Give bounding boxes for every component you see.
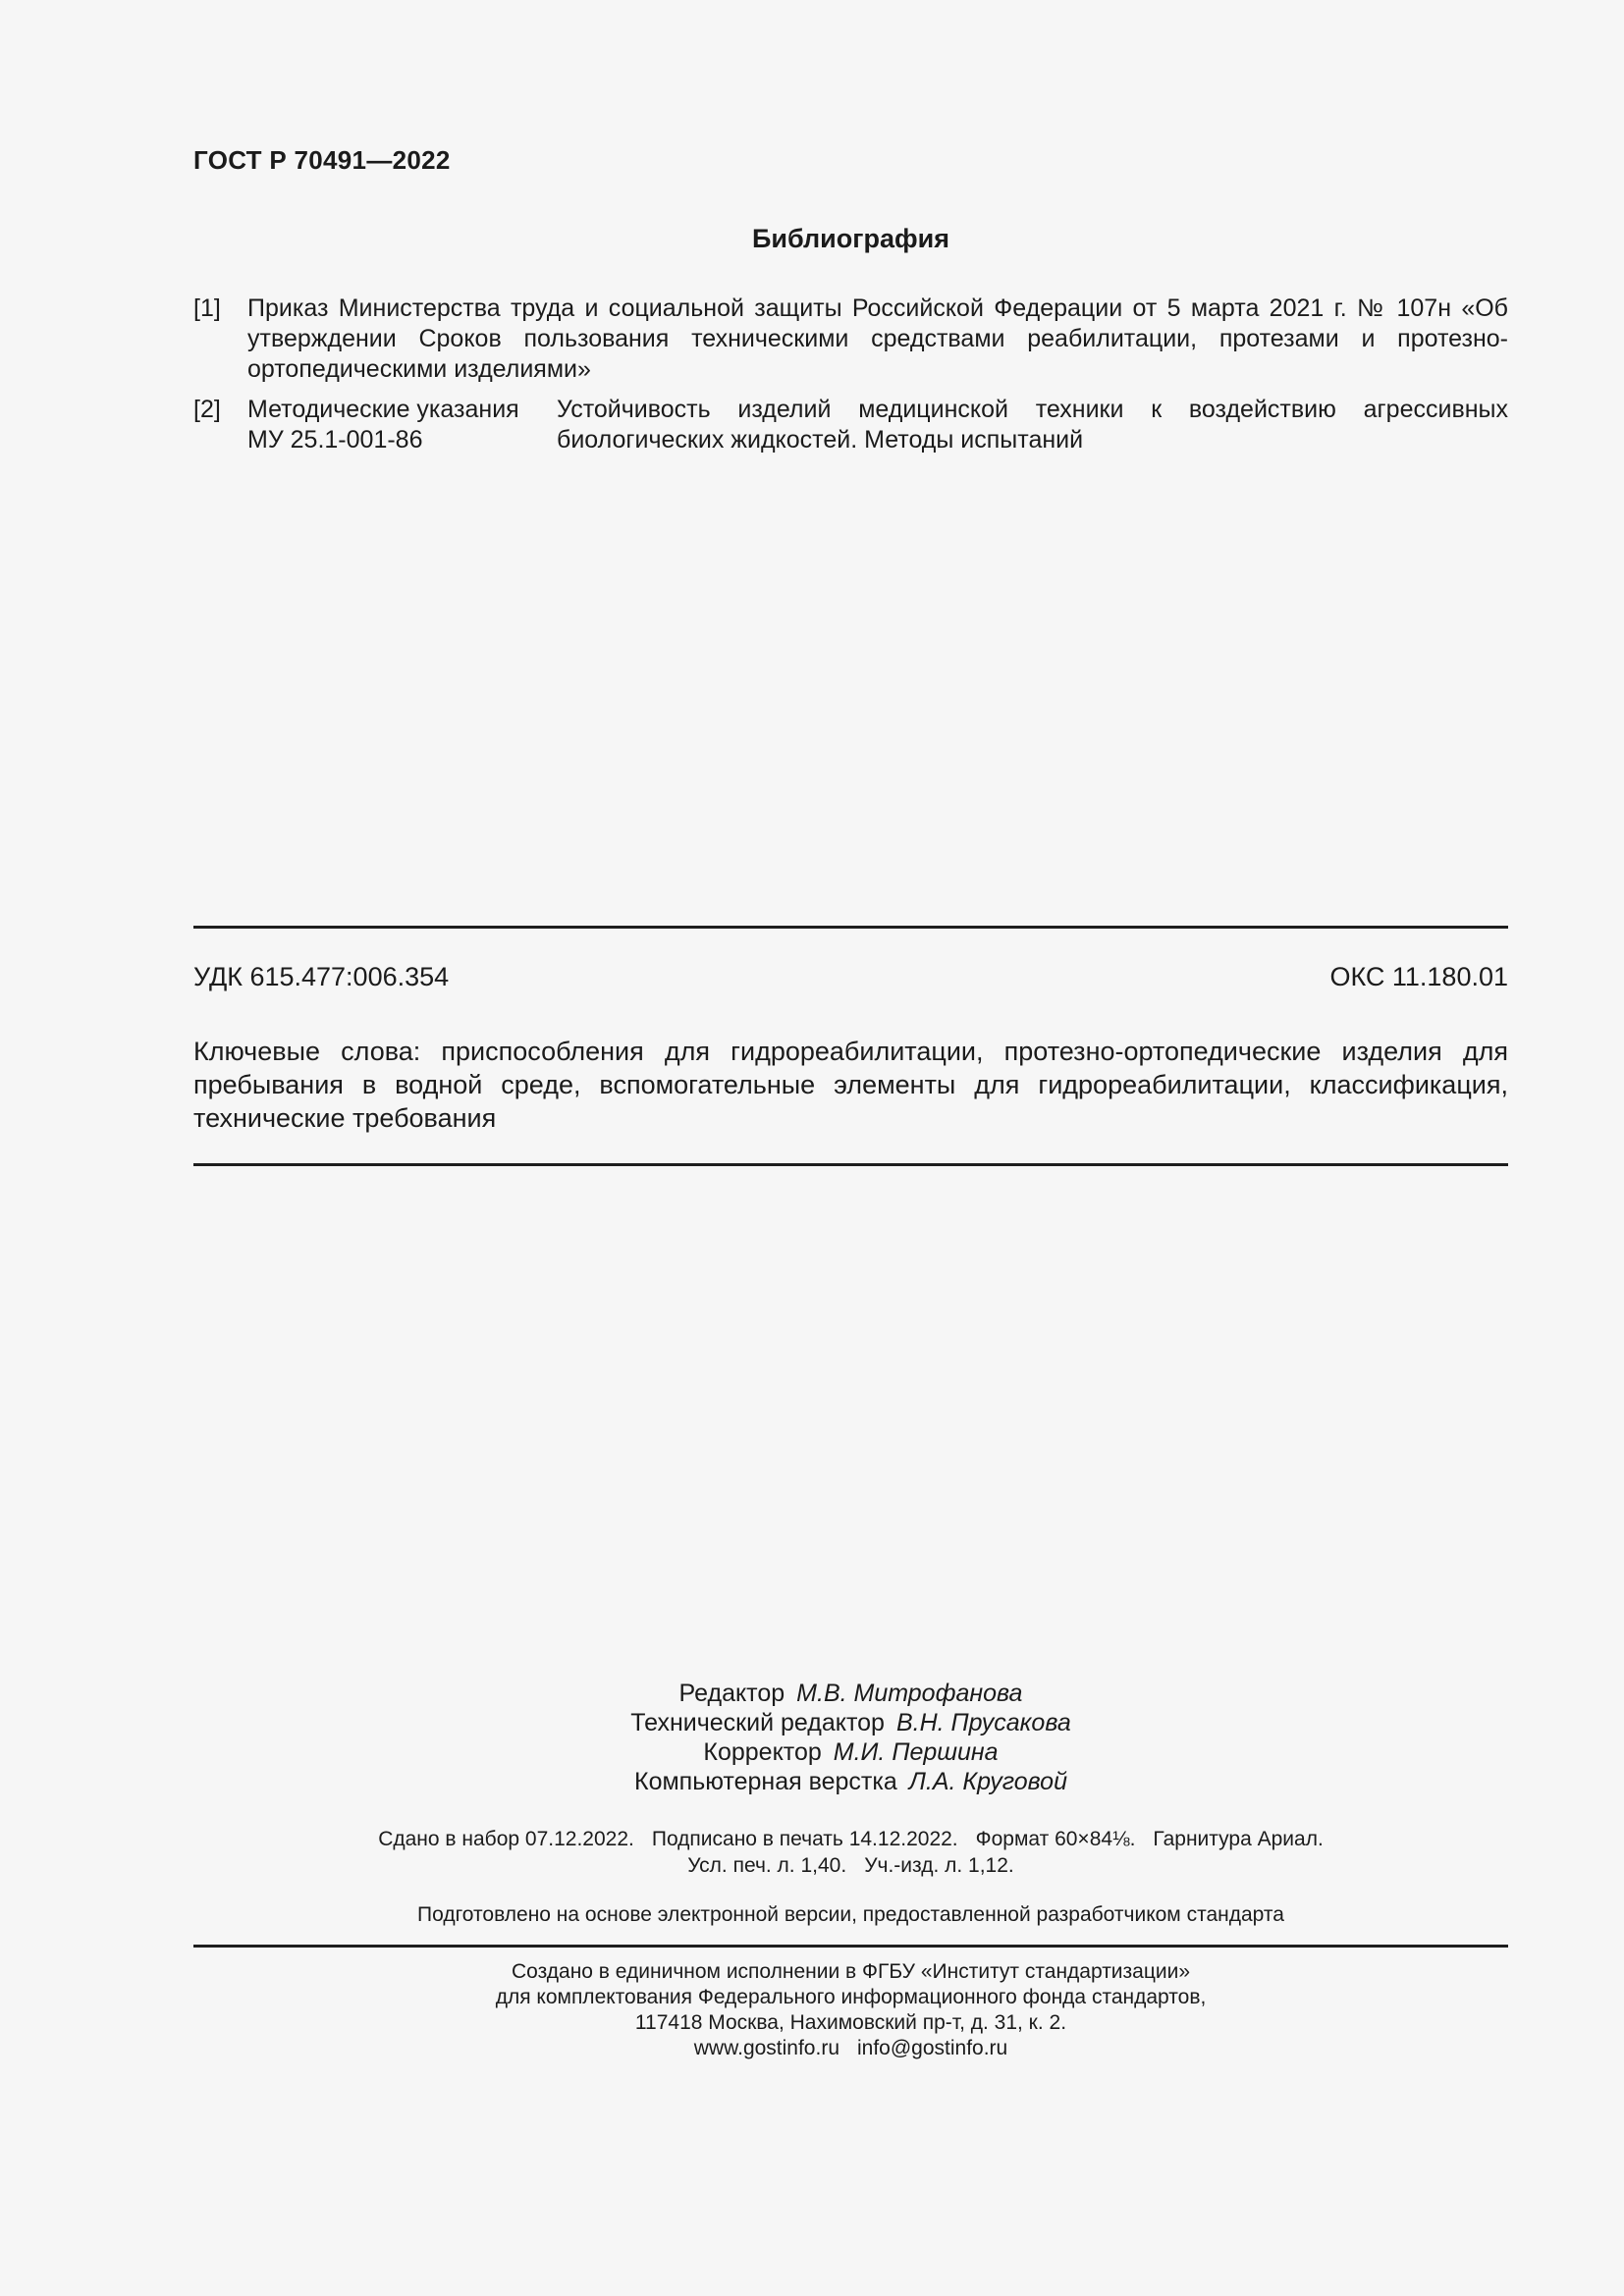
divider-keywords — [193, 1163, 1508, 1166]
bibliography-item — [193, 294, 1508, 385]
publisher-line: для комплектования Федерального информационного фонда стандартов, — [495, 1986, 1207, 2008]
credit-role: Редактор — [678, 1680, 785, 1707]
document-code: ГОСТ Р 70491—2022 — [193, 145, 451, 175]
publisher-sheets: Уч.-изд. л. 1,12. — [864, 1854, 1014, 1877]
credit-role: Технический редактор — [630, 1709, 885, 1736]
signed-date: Подписано в печать 14.12.2022. — [651, 1828, 958, 1850]
bibliography-item-text: Приказ Министерства труда и социальной защиты Российской Федерации от 5 марта 2021 г. № 107н «Об утверждении Сроков пользования техническими средствами реабилитации, протезами и протезно-ортопедическими изделиями» — [247, 294, 1508, 383]
print-info-line — [193, 1852, 1508, 1879]
bibliography-title: Библиография — [752, 224, 949, 253]
document-page — [193, 0, 1508, 2296]
credit-role: Корректор — [703, 1738, 822, 1766]
divider-publisher — [193, 1945, 1508, 1948]
print-format: Формат 60×84⅛. — [975, 1828, 1136, 1850]
bibliography-item-source — [247, 395, 542, 455]
udk-code: УДК 615.477:006.354 — [193, 962, 450, 991]
typeface: Гарнитура Ариал. — [1153, 1828, 1324, 1850]
credit-line — [193, 1737, 1508, 1767]
email-link[interactable]: info@gostinfo.ru — [857, 2037, 1008, 2059]
bibliography-item-number: [2] — [193, 396, 221, 423]
credit-line — [193, 1767, 1508, 1796]
publisher-block — [193, 1959, 1508, 2061]
credit-name: Л.А. Круговой — [908, 1768, 1067, 1795]
bibliography-item-text: Устойчивость изделий медицинской техники к воздействию агрессивных биологических жидкостей. Методы испытаний — [557, 396, 1508, 454]
bibliography-item — [193, 395, 1508, 455]
publisher-contacts — [193, 2036, 1508, 2061]
print-info-line — [193, 1826, 1508, 1852]
bibliography-item-number: [1] — [193, 294, 221, 322]
credit-name: М.И. Першина — [833, 1738, 999, 1766]
credit-role: Компьютерная верстка — [634, 1768, 897, 1795]
bibliography-source-line: МУ 25.1-001-86 — [247, 426, 423, 454]
website-link[interactable]: www.gostinfo.ru — [693, 2037, 839, 2059]
print-sheets: Усл. печ. л. 1,40. — [687, 1854, 847, 1877]
credit-line — [193, 1708, 1508, 1737]
oks-code: ОКС 11.180.01 — [1329, 962, 1508, 991]
submitted-date: Сдано в набор 07.12.2022. — [378, 1828, 634, 1850]
credit-line — [193, 1679, 1508, 1708]
bibliography-list — [193, 294, 1508, 465]
credit-name: М.В. Митрофанова — [796, 1680, 1023, 1707]
prepared-note: Подготовлено на основе электронной версии, предоставленной разработчиком стандарта — [417, 1903, 1284, 1926]
publisher-line: Создано в единичном исполнении в ФГБУ «Институт стандартизации» — [511, 1960, 1191, 1983]
print-info-block — [193, 1826, 1508, 1879]
divider-top — [193, 926, 1508, 929]
credits-block — [193, 1679, 1508, 1796]
publisher-line: 117418 Москва, Нахимовский пр-т, д. 31, к. 2. — [634, 2011, 1067, 2034]
credit-name: В.Н. Прусакова — [895, 1709, 1071, 1736]
bibliography-source-line: Методические указания — [247, 396, 519, 423]
keywords-text: Ключевые слова: приспособления для гидрореабилитации, протезно-ортопедические изделия для пребывания в водной среде, вспомогательные элементы для гидрореабилитации, классификация, технические требования — [193, 1037, 1508, 1133]
